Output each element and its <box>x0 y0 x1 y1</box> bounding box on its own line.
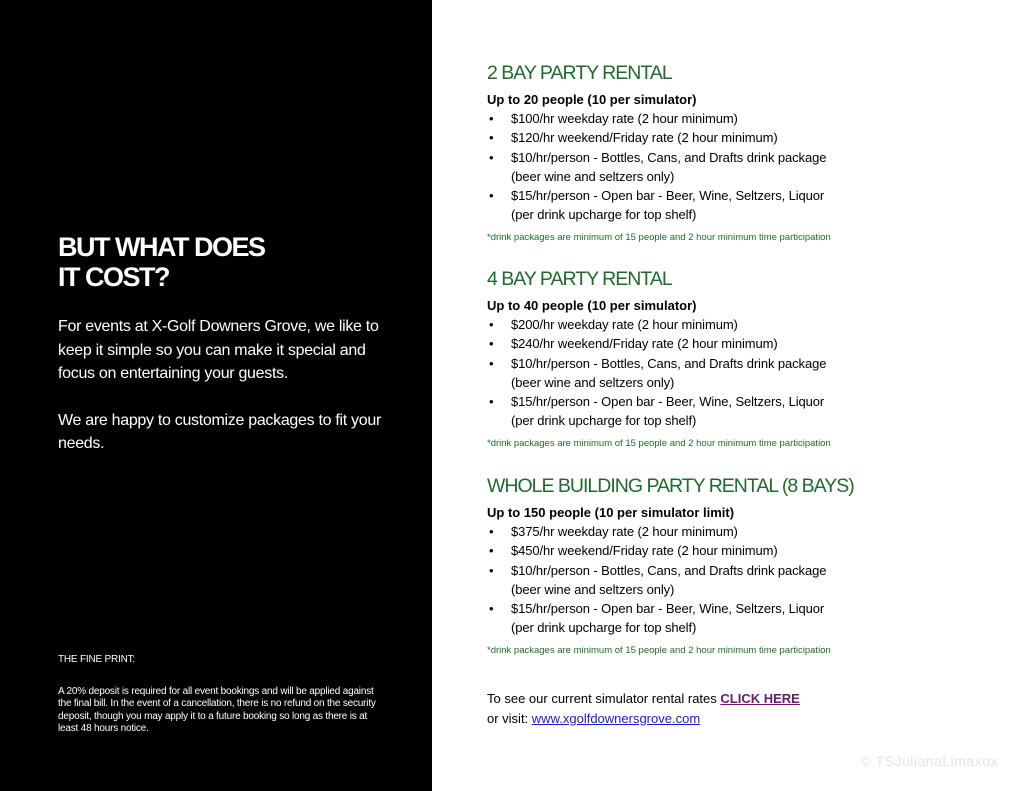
fine-print-title: THE FINE PRINT: <box>58 654 136 665</box>
price-line: $10/hr/person - Bottles, Cans, and Drafts drink package <box>511 149 827 165</box>
rental-section <box>487 268 987 450</box>
rental-capacity: Up to 150 people (10 per simulator limit) <box>487 505 735 520</box>
price-line: $200/hr weekday rate (2 hour minimum) <box>511 317 738 332</box>
bullet-icon: • <box>489 394 494 410</box>
rental-capacity: Up to 20 people (10 per simulator) <box>487 92 697 107</box>
bullet-icon: • <box>489 524 494 539</box>
rental-price-list <box>487 522 987 638</box>
rates-line <box>487 689 967 709</box>
price-list-item <box>487 541 987 560</box>
price-line: $120/hr weekend/Friday rate (2 hour minimum) <box>511 130 778 146</box>
price-list-item <box>487 315 987 334</box>
price-line: $15/hr/person - Open bar - Beer, Wine, Seltzers, Liquor <box>511 394 825 410</box>
drink-package-note: *drink packages are minimum of 15 people and 2 hour minimum time participation <box>487 231 831 243</box>
bullet-icon: • <box>489 317 494 332</box>
intro-text <box>58 315 388 479</box>
bullet-icon: • <box>489 149 494 165</box>
rental-section <box>487 475 987 657</box>
price-list-item <box>487 599 987 638</box>
rental-price-list <box>487 315 987 431</box>
price-list-item <box>487 334 987 353</box>
bullet-icon: • <box>489 188 494 204</box>
price-line: $240/hr weekend/Friday rate (2 hour minimum) <box>511 336 778 352</box>
watermark: © TSJulianaLimaxox <box>860 753 998 769</box>
fine-print-body: A 20% deposit is required for all event bookings and will be applied against the final bill. In the event of a cancellation, there is no refund on the security deposit, though you may apply it to a future booking so long as there is at least 48 hours notice. <box>58 685 376 735</box>
price-line: $375/hr weekday rate (2 hour minimum) <box>511 524 738 539</box>
left-panel <box>0 0 432 791</box>
fine-print <box>58 654 378 736</box>
price-line: $10/hr/person - Bottles, Cans, and Drafts drink package <box>511 562 827 578</box>
website-link[interactable]: www.xgolfdownersgrove.com <box>531 710 701 726</box>
price-line: $450/hr weekend/Friday rate (2 hour minimum) <box>511 543 778 559</box>
rental-title: 2 BAY PARTY RENTAL <box>487 62 672 84</box>
price-line: $15/hr/person - Open bar - Beer, Wine, Seltzers, Liquor <box>511 188 825 204</box>
bullet-icon: • <box>489 111 494 126</box>
bullet-icon: • <box>489 130 494 146</box>
price-list-item <box>487 354 987 393</box>
price-line: (beer wine and seltzers only) <box>511 374 675 390</box>
price-list-item <box>487 522 987 541</box>
bullet-icon: • <box>489 336 494 352</box>
drink-package-note: *drink packages are minimum of 15 people and 2 hour minimum time participation <box>487 437 831 449</box>
bullet-icon: • <box>489 562 494 578</box>
price-line: $100/hr weekday rate (2 hour minimum) <box>511 111 738 126</box>
rental-capacity: Up to 40 people (10 per simulator) <box>487 298 697 313</box>
intro-paragraph-2: We are happy to customize packages to fit your needs. <box>58 411 381 452</box>
rental-title: 4 BAY PARTY RENTAL <box>487 268 672 290</box>
bullet-icon: • <box>489 601 494 617</box>
drink-package-note: *drink packages are minimum of 15 people and 2 hour minimum time participation <box>487 644 831 656</box>
price-line: (beer wine and seltzers only) <box>511 581 675 597</box>
price-list-item <box>487 561 987 600</box>
price-line: (per drink upcharge for top shelf) <box>511 207 697 223</box>
rates-text: To see our current simulator rental rates <box>487 691 721 706</box>
price-line: (per drink upcharge for top shelf) <box>511 620 697 636</box>
price-line: $10/hr/person - Bottles, Cans, and Drafts drink package <box>511 355 827 371</box>
bullet-icon: • <box>489 355 494 371</box>
click-here-link[interactable]: CLICK HERE <box>720 691 800 706</box>
visit-line <box>487 709 967 729</box>
rental-section <box>487 62 987 244</box>
price-line: (per drink upcharge for top shelf) <box>511 413 697 429</box>
price-list-item <box>487 392 987 431</box>
price-list-item <box>487 128 987 147</box>
price-line: (beer wine and seltzers only) <box>511 168 675 184</box>
price-list-item <box>487 109 987 128</box>
rental-price-list <box>487 109 987 225</box>
rental-title: WHOLE BUILDING PARTY RENTAL (8 BAYS) <box>487 475 854 497</box>
intro-paragraph-1: For events at X-Golf Downers Grove, we like to keep it simple so you can make it special and focus on entertaining your guests. <box>58 318 379 382</box>
price-line: $15/hr/person - Open bar - Beer, Wine, Seltzers, Liquor <box>511 601 825 617</box>
price-list-item <box>487 148 987 187</box>
bullet-icon: • <box>489 543 494 559</box>
page-heading: BUT WHAT DOES IT COST? <box>58 232 265 292</box>
visit-text: or visit: <box>487 710 532 726</box>
price-list-item <box>487 186 987 225</box>
rental-links <box>487 689 967 728</box>
